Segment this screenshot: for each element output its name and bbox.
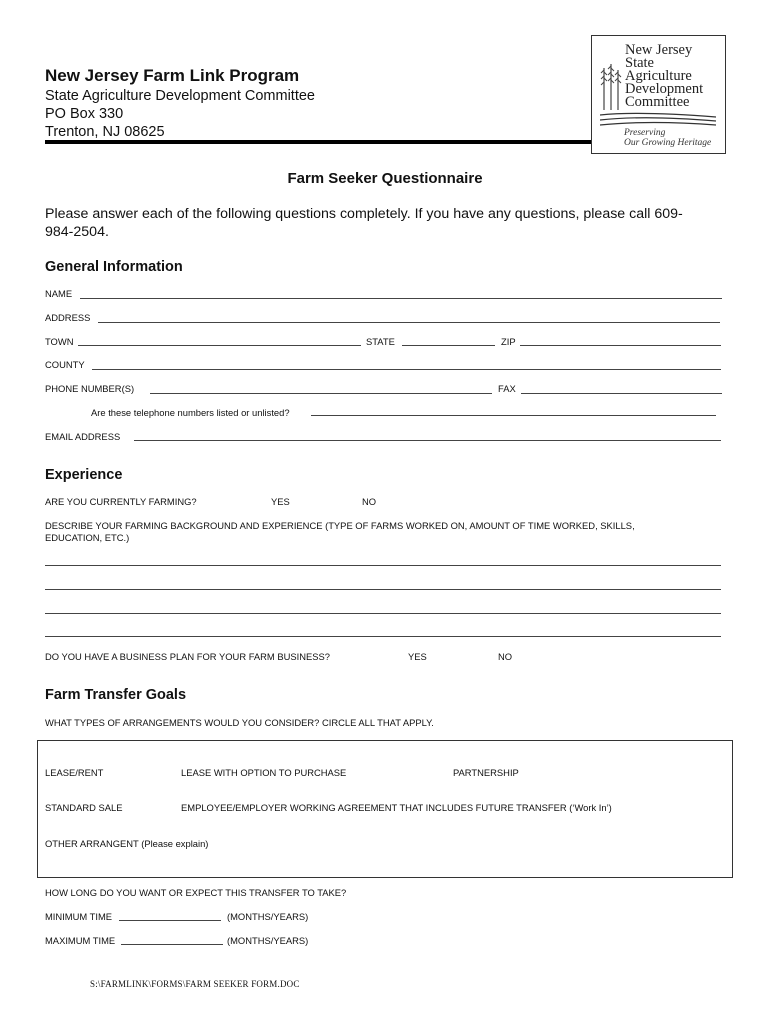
zip-field[interactable] — [520, 345, 721, 346]
phone-field[interactable] — [150, 393, 492, 394]
header-rule — [45, 140, 594, 144]
listed-question: Are these telephone numbers listed or unlisted? — [91, 407, 290, 418]
logo-line: New Jersey — [625, 42, 693, 58]
wheat-stalks-icon — [598, 60, 624, 110]
logo-line: Agriculture — [625, 68, 692, 84]
fax-field[interactable] — [521, 393, 722, 394]
fax-label: FAX — [498, 383, 516, 394]
tagline-line: Preserving — [624, 128, 666, 138]
address-block — [45, 87, 315, 141]
address-field[interactable] — [98, 322, 720, 323]
general-heading: General Information — [45, 259, 183, 275]
logo-line: State — [625, 55, 654, 71]
farming-question: ARE YOU CURRENTLY FARMING? — [45, 496, 197, 507]
logo-line: Development — [625, 81, 704, 97]
option-lease-with-option[interactable]: LEASE WITH OPTION TO PURCHASE — [181, 767, 347, 778]
maximum-time-field[interactable] — [121, 944, 223, 945]
phone-label: PHONE NUMBER(S) — [45, 383, 135, 394]
option-partnership[interactable]: PARTNERSHIP — [453, 767, 519, 778]
maximum-time-label: MAXIMUM TIME — [45, 935, 116, 946]
farming-no-option[interactable]: NO — [362, 496, 377, 507]
sadc-logo — [591, 35, 726, 154]
address-line: Trenton, NJ 08625 — [45, 124, 165, 140]
describe-line[interactable] — [45, 636, 721, 637]
option-lease-rent[interactable]: LEASE/RENT — [45, 767, 104, 778]
field-furrows-icon — [600, 111, 716, 127]
intro-text: Please answer each of the following questions completely. If you have any questions, please call 609-984-2504. — [45, 206, 683, 240]
town-field[interactable] — [78, 345, 361, 346]
minimum-units: (MONTHS/YEARS) — [227, 911, 309, 922]
arrangements-question: WHAT TYPES OF ARRANGEMENTS WOULD YOU CONSIDER? CIRCLE ALL THAT APPLY. — [45, 717, 434, 728]
program-title: New Jersey Farm Link Program — [45, 66, 300, 85]
transfer-heading: Farm Transfer Goals — [45, 687, 187, 703]
listed-field[interactable] — [311, 415, 716, 416]
name-field[interactable] — [80, 298, 722, 299]
describe-line[interactable] — [45, 589, 721, 590]
experience-heading: Experience — [45, 467, 123, 483]
how-long-question: HOW LONG DO YOU WANT OR EXPECT THIS TRANSFER TO TAKE? — [45, 887, 347, 898]
logo-line: Committee — [625, 94, 690, 110]
address-line: State Agriculture Development Committee — [45, 88, 315, 104]
state-label: STATE — [366, 336, 395, 347]
address-label: ADDRESS — [45, 312, 91, 323]
name-label: NAME — [45, 288, 73, 299]
minimum-time-field[interactable] — [119, 920, 221, 921]
zip-label: ZIP — [501, 336, 516, 347]
business-plan-question: DO YOU HAVE A BUSINESS PLAN FOR YOUR FARM BUSINESS? — [45, 651, 330, 662]
describe-question-cont: EDUCATION, ETC.) — [45, 532, 130, 543]
farming-yes-option[interactable]: YES — [271, 496, 290, 507]
logo-tagline — [624, 128, 711, 148]
describe-line[interactable] — [45, 565, 721, 566]
state-field[interactable] — [402, 345, 495, 346]
minimum-time-label: MINIMUM TIME — [45, 911, 113, 922]
town-label: TOWN — [45, 336, 74, 347]
form-title: Farm Seeker Questionnaire — [287, 170, 483, 187]
option-standard-sale[interactable]: STANDARD SALE — [45, 802, 123, 813]
email-field[interactable] — [134, 440, 721, 441]
plan-yes-option[interactable]: YES — [408, 651, 427, 662]
file-path-footer: S:\FARMLINK\FORMS\FARM SEEKER FORM.DOC — [90, 979, 300, 989]
maximum-units: (MONTHS/YEARS) — [227, 935, 309, 946]
describe-line[interactable] — [45, 613, 721, 614]
plan-no-option[interactable]: NO — [498, 651, 513, 662]
email-label: EMAIL ADDRESS — [45, 431, 121, 442]
option-work-in[interactable]: EMPLOYEE/EMPLOYER WORKING AGREEMENT THAT INCLUDES FUTURE TRANSFER (‘Work In’) — [181, 802, 612, 813]
county-label: COUNTY — [45, 359, 85, 370]
tagline-line: Our Growing Heritage — [624, 138, 712, 148]
address-line: PO Box 330 — [45, 106, 124, 122]
describe-question: DESCRIBE YOUR FARMING BACKGROUND AND EXPERIENCE (TYPE OF FARMS WORKED ON, AMOUNT OF TIME WORKED, SKILLS, — [45, 520, 635, 531]
logo-text — [625, 44, 703, 109]
county-field[interactable] — [92, 369, 721, 370]
option-other[interactable]: OTHER ARRANGENT (Please explain) — [45, 838, 209, 849]
